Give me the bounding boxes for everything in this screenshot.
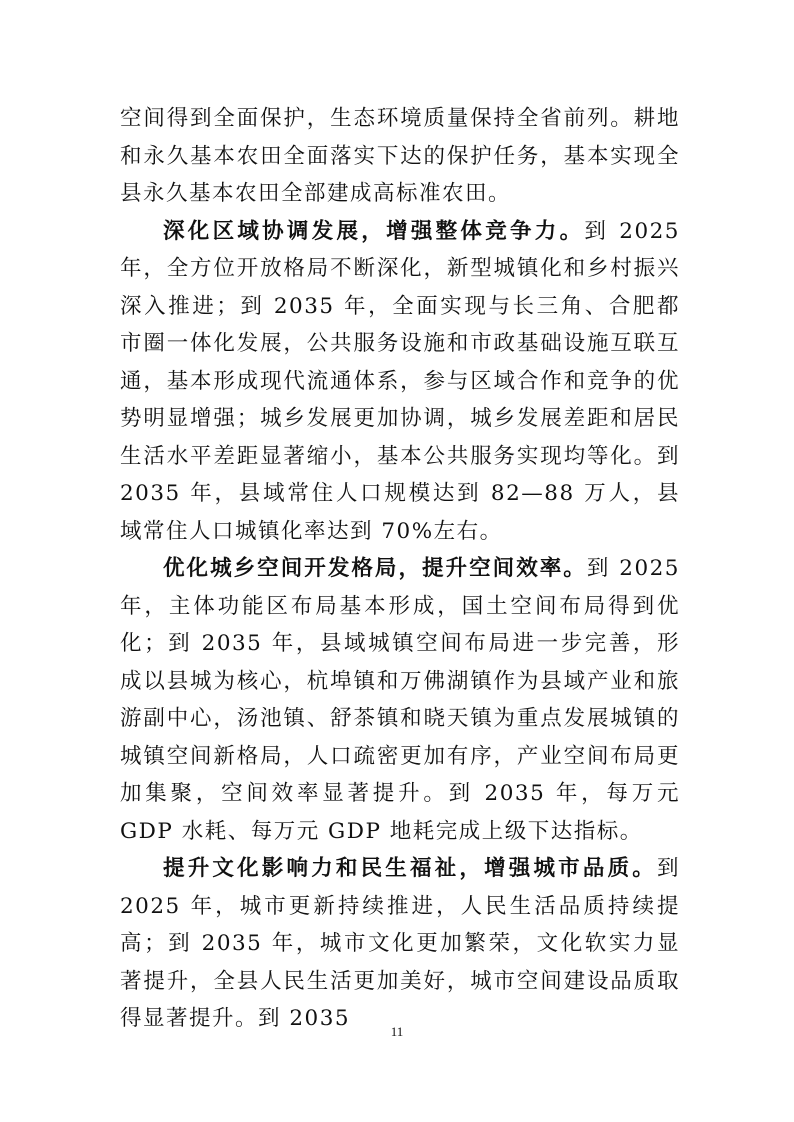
paragraph-4-lead: 提升文化影响力和民生福祉，增强城市品质。 xyxy=(163,856,657,881)
paragraph-2-text: 到 2025 年，全方位开放格局不断深化，新型城镇化和乡村振兴深入推进；到 2035 年，全面实现与长三角、合肥都市圈一体化发展，公共服务设施和市政基础设施互联互通，基本形成现代流通体系，参与区域合作和竞争的优势明显增强；城乡发展更加协调，城乡发展差距和居民生活水平差距显著缩小，基本公共服务实现均等化。到 2035 年，县域常住人口规模达到 82—88 万人，县域常住人口城镇化率达到 70%左右。 xyxy=(120,218,680,544)
paragraph-3-lead: 优化城乡空间开发格局，提升空间效率。 xyxy=(163,556,587,581)
paragraph-1-text: 空间得到全面保护，生态环境质量保持全省前列。耕地和永久基本农田全面落实下达的保护任务，基本实现全县永久基本农田全部建成高标准农田。 xyxy=(120,106,680,206)
paragraph-2 xyxy=(120,213,680,551)
page-number: 11 xyxy=(390,1024,404,1039)
paragraph-3 xyxy=(120,550,680,850)
paragraph-1 xyxy=(120,100,680,213)
paragraph-4-text: 到 2025 年，城市更新持续推进，人民生活品质持续提高；到 2035 年，城市文化更加繁荣，文化软实力显著提升，全县人民生活更加美好，城市空间建设品质取得显著提升。到 2035 xyxy=(120,856,680,1031)
paragraph-4 xyxy=(120,850,680,1038)
paragraph-3-text: 到 2025 年，主体功能区布局基本形成，国土空间布局得到优化；到 2035 年，县域城镇空间布局进一步完善，形成以县城为核心，杭埠镇和万佛湖镇作为县域产业和旅游副中心，汤池镇、舒茶镇和晓天镇为重点发展城镇的城镇空间新格局，人口疏密更加有序，产业空间布局更加集聚，空间效率显著提升。到 2035 年，每万元 GDP 水耗、每万元 GDP 地耗完成上级下达指标。 xyxy=(120,556,680,844)
paragraph-2-lead: 深化区域协调发展，增强整体竞争力。 xyxy=(163,218,585,244)
document-body xyxy=(120,100,680,1038)
